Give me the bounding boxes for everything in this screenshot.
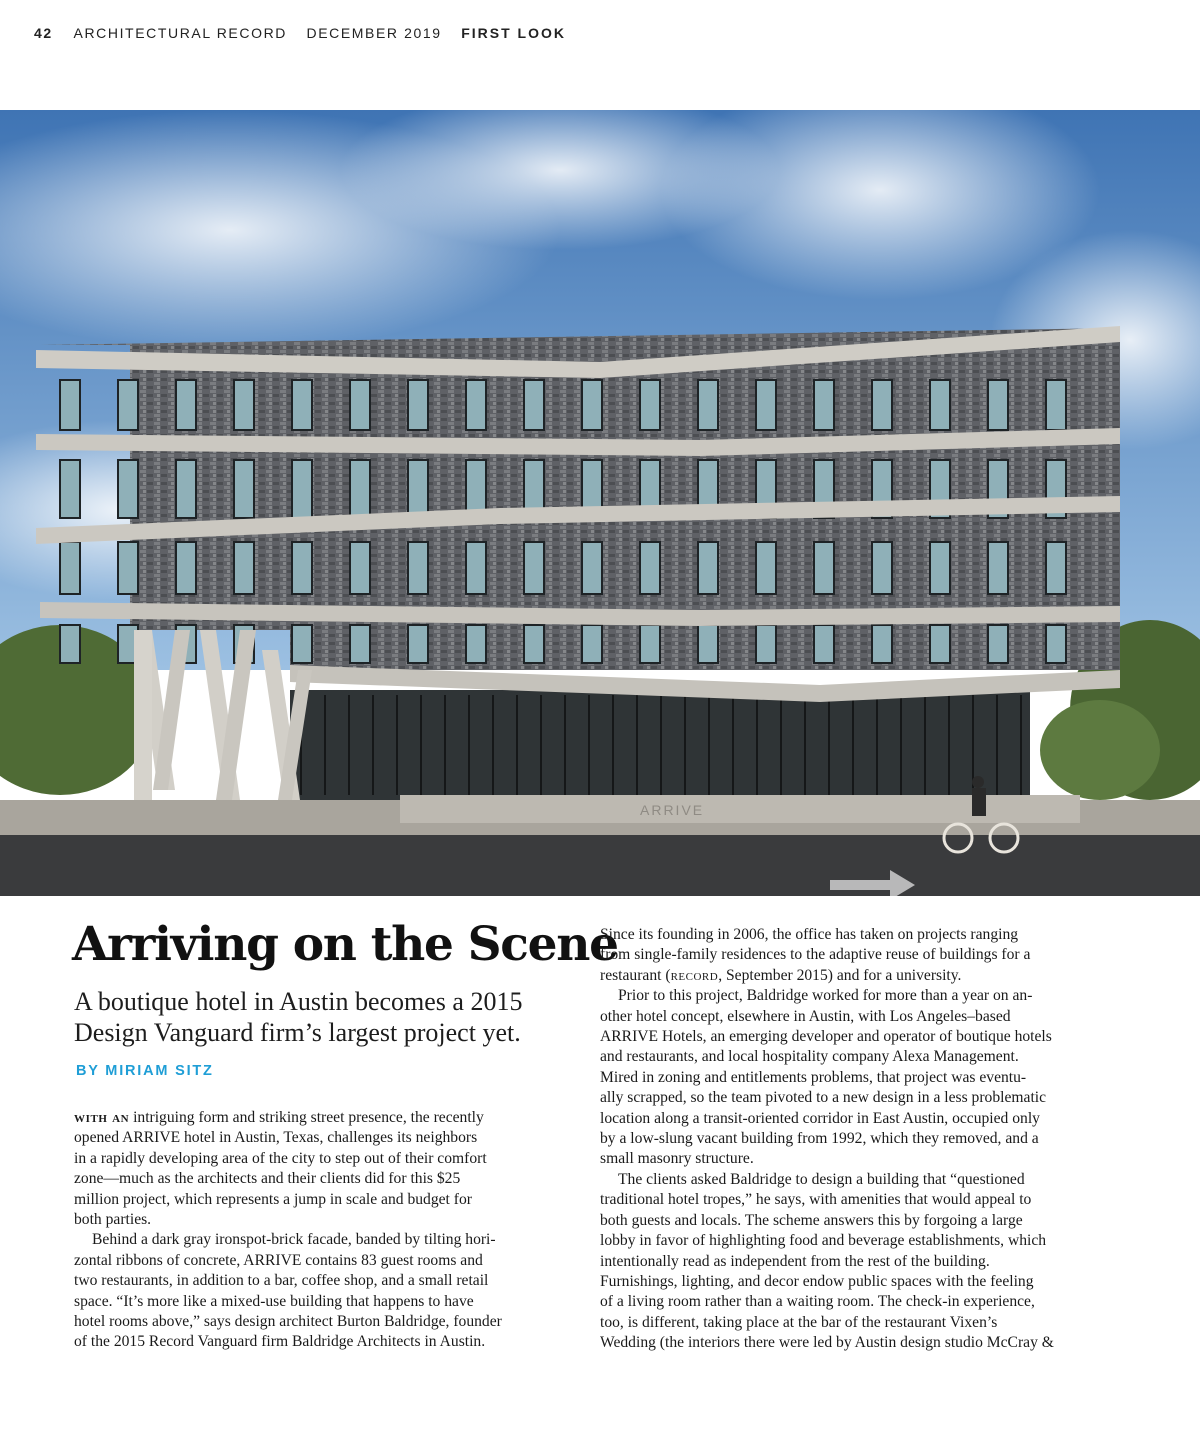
storefront-mullion [804, 695, 806, 795]
hero-photo [0, 110, 1200, 896]
tree [1040, 700, 1160, 800]
window [408, 380, 428, 430]
window [1046, 380, 1066, 430]
issue-date: DECEMBER 2019 [306, 25, 442, 41]
window [176, 542, 196, 594]
window [872, 380, 892, 430]
window [292, 625, 312, 663]
window [60, 542, 80, 594]
body-paragraph: The clients asked Baldridge to design a building that “questioned traditional hotel tropes,” he says, with amenities that would appeal to both guests and locals. The scheme answers this by forgoing a large lobby in favor of highlighting food and beverage establishments, which intentionally read as independent from the rest of the building. Furnishings, lighting, and decor endow public spaces with the feeling of a living room rather than a waiting room. The check-in experience, too, is different, taking place at the bar of the restaurant Vixen’s Wedding (the interiors there were led by Austin design studio McCray & [600, 1170, 1054, 1352]
storefront-mullion [756, 695, 758, 795]
storefront-mullion [540, 695, 542, 795]
storefront-mullion [516, 695, 518, 795]
window [814, 542, 834, 594]
byline: BY MIRIAM SITZ [76, 1063, 214, 1079]
window [582, 380, 602, 430]
storefront-mullion [660, 695, 662, 795]
window [234, 460, 254, 518]
page-number: 42 [34, 25, 53, 41]
storefront-mullion [612, 695, 614, 795]
storefront-mullion [876, 695, 878, 795]
publication-name: ARCHITECTURAL RECORD [73, 25, 287, 41]
window [408, 625, 428, 663]
storefront-mullion [708, 695, 710, 795]
window [524, 625, 544, 663]
street [0, 835, 1200, 896]
storefront-mullion [324, 695, 326, 795]
storefront-mullion [948, 695, 950, 795]
window [408, 542, 428, 594]
storefront-mullion [996, 695, 998, 795]
body-paragraph: Prior to this project, Baldridge worked for more than a year on an- other hotel concept, elsewhere in Austin, with Los Angeles–based ARRIVE Hotels, an emerging developer and operator of boutique hotels and restaurants, and local hospitality company Alexa Management. Mired in zoning and entitlements problems, that project was eventu- ally scrapped, so the team pivoted to a new design in a less problematic location along a transit-oriented corridor in East Austin, occupied only by a low-slung vacant building from 1992, which they removed, and a small masonry structure. [600, 987, 1052, 1168]
window [176, 460, 196, 518]
window [930, 625, 950, 663]
storefront-mullion [492, 695, 494, 795]
window [640, 380, 660, 430]
window [350, 542, 370, 594]
window [640, 542, 660, 594]
window [524, 542, 544, 594]
section-label: FIRST LOOK [461, 25, 566, 41]
storefront-mullion [732, 695, 734, 795]
running-header [34, 25, 580, 41]
storefront-mullion [1020, 695, 1022, 795]
body-column-right [600, 925, 1120, 1354]
window [872, 625, 892, 663]
window [814, 380, 834, 430]
window [350, 380, 370, 430]
window [60, 625, 80, 663]
window [756, 625, 776, 663]
record-mention: record [670, 966, 719, 984]
window [524, 380, 544, 430]
storefront-mullion [780, 695, 782, 795]
window [176, 380, 196, 430]
storefront-mullion [348, 695, 350, 795]
window [872, 542, 892, 594]
hotel-building-photo [0, 110, 1200, 896]
window [698, 380, 718, 430]
window [118, 380, 138, 430]
window [350, 460, 370, 518]
storefront-mullion [852, 695, 854, 795]
body-paragraph: with an intriguing form and striking street presence, the recently opened ARRIVE hotel in Austin, Texas, challenges its neighbors in a rapidly developing area of the city to step out of their comfort zone—much as the architects and their clients did for this $25 million project, which represents a jump in scale and budget for both parties. [74, 1109, 487, 1229]
lead-in: with an [74, 1109, 130, 1126]
storefront-mullion [828, 695, 830, 795]
window [756, 380, 776, 430]
window [1046, 625, 1066, 663]
window [930, 542, 950, 594]
body-column-left [74, 1108, 588, 1353]
window [292, 460, 312, 518]
storefront-mullion [444, 695, 446, 795]
window [698, 625, 718, 663]
window [60, 460, 80, 518]
window [466, 380, 486, 430]
window [60, 380, 80, 430]
article-headline: Arriving on the Scene [72, 917, 618, 972]
window [118, 460, 138, 518]
window [292, 542, 312, 594]
window [466, 542, 486, 594]
window [814, 625, 834, 663]
window [234, 380, 254, 430]
window [582, 542, 602, 594]
hotel-signage: ARRIVE [640, 802, 705, 818]
storefront-mullion [468, 695, 470, 795]
storefront-mullion [588, 695, 590, 795]
window [640, 625, 660, 663]
body-paragraph: Since its founding in 2006, the office has taken on projects ranging from single-family residences to the adaptive reuse of buildings for a restaurant (record, September 2015) and for a university. [600, 926, 1031, 984]
window [408, 460, 428, 518]
window [234, 542, 254, 594]
window [292, 380, 312, 430]
storefront-mullion [396, 695, 398, 795]
window [930, 380, 950, 430]
window [350, 625, 370, 663]
window [988, 380, 1008, 430]
window [988, 625, 1008, 663]
storefront-mullion [564, 695, 566, 795]
window [756, 542, 776, 594]
storefront-mullion [420, 695, 422, 795]
storefront-mullion [900, 695, 902, 795]
window [582, 625, 602, 663]
window [698, 542, 718, 594]
window [988, 542, 1008, 594]
window [118, 542, 138, 594]
window [466, 625, 486, 663]
article-deck: A boutique hotel in Austin becomes a 2015 Design Vanguard firm’s largest project yet. [74, 987, 523, 1047]
storefront-mullion [372, 695, 374, 795]
storefront-mullion [924, 695, 926, 795]
body-paragraph: Behind a dark gray ironspot-brick facade, banded by tilting hori- zontal ribbons of concrete, ARRIVE contains 83 guest rooms and two restaurants, in addition to a bar, coffee shop, and a small retail space. “It’s more like a mixed-use building that happens to have hotel rooms above,” says design architect Burton Baldridge, founder of the 2015 Record Vanguard firm Baldridge Architects in Austin. [74, 1231, 502, 1351]
storefront-mullion [684, 695, 686, 795]
window [1046, 542, 1066, 594]
storefront-mullion [636, 695, 638, 795]
